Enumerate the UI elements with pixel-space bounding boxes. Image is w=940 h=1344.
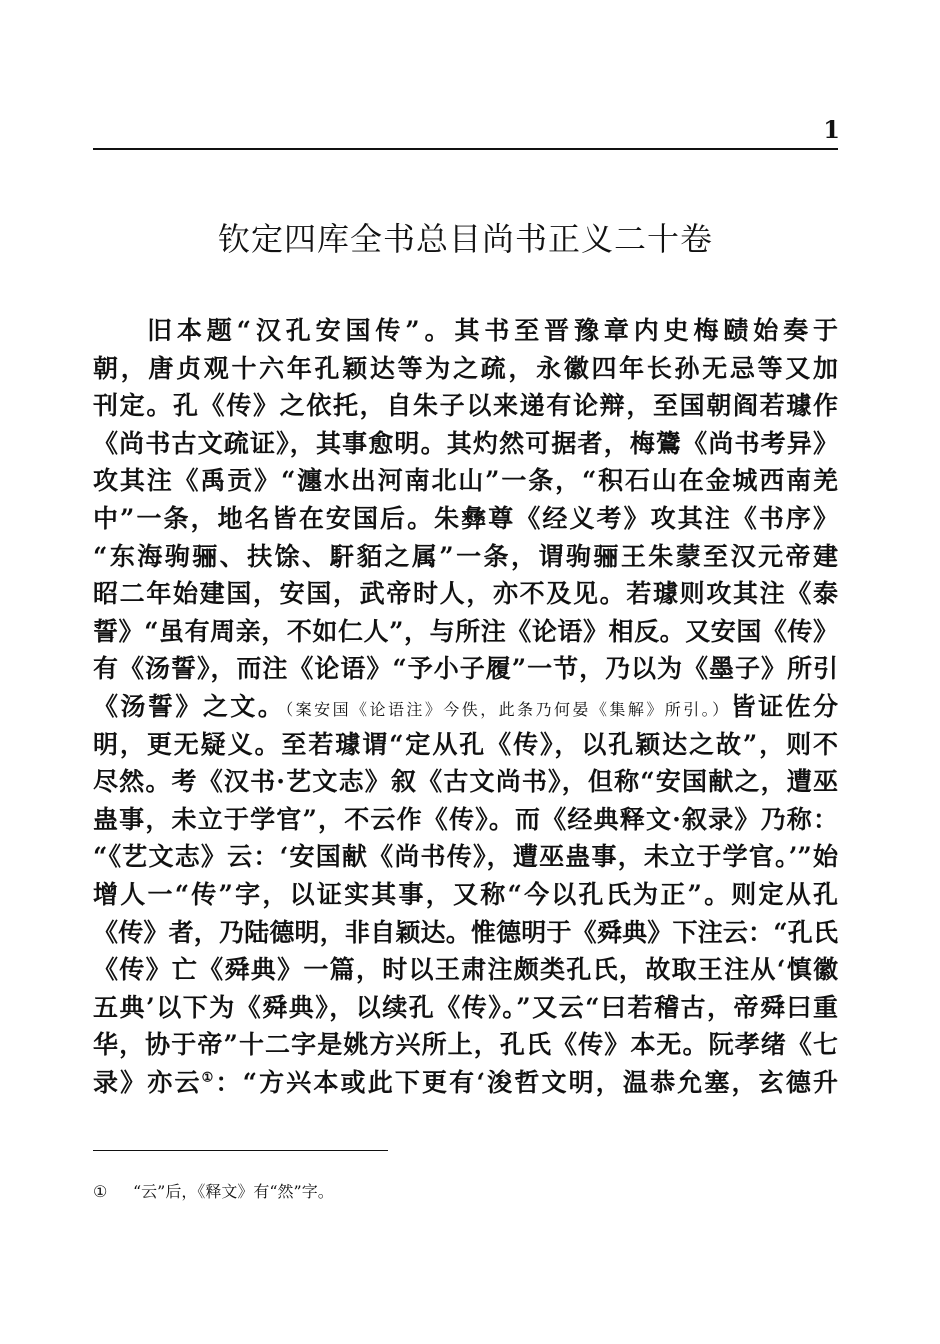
text-line: “《艺文志》云：‘安国献《尚书传》，遭巫蛊事，未立于学官。’”始 bbox=[93, 842, 838, 872]
text-line: 《传》者，乃陆德明，非自颖达。惟德明于《舜典》下注云：“孔氏 bbox=[93, 917, 838, 947]
footnote-marker: ① bbox=[93, 1182, 108, 1201]
page-title: 钦定四库全书总目尚书正义二十卷 bbox=[217, 220, 713, 258]
text-line: 明，更无疑义。至若璩谓“定从孔《传》，以孔颖达之故”，则不 bbox=[93, 729, 838, 759]
text-segment: ：“方兴本或此下更有‘浚哲文明，温恭允塞，玄德升 bbox=[215, 1067, 838, 1097]
text-line: 刊定。孔《传》之依托，自朱子以来递有论辩，至国朝阎若璩作 bbox=[93, 391, 838, 421]
text-line: 攻其注《禹贡》“瀍水出河南北山”一条，“积石山在金城西南羌 bbox=[93, 466, 838, 496]
text-line: 蛊事，未立于学官”，不云作《传》。而《经典释文·叙录》乃称： bbox=[93, 804, 838, 834]
text-line: 旧本题“汉孔安国传”。其书至晋豫章内史梅赜始奏于 bbox=[147, 316, 838, 345]
text-line: 尽然。考《汉书·艺文志》叙《古文尚书》，但称“安国献之，遭巫 bbox=[93, 767, 838, 797]
text-line: 昭二年始建国，安国，武帝时人，亦不及见。若璩则攻其注《泰 bbox=[93, 579, 838, 609]
text-line: 《传》亡《舜典》一篇，时以王肃注颇类孔氏，故取王注从‘慎徽 bbox=[93, 955, 838, 985]
footnote-rule bbox=[93, 1150, 388, 1151]
body-text bbox=[93, 312, 838, 1132]
text-segment: 录》亦云 bbox=[93, 1067, 202, 1097]
text-line: 华，协于帝”十二字是姚方兴所上，孔氏《传》本无。阮孝绪《七 bbox=[93, 1030, 838, 1060]
inline-annotation: （案安国《论语注》今佚，此条乃何晏《集解》所引。） bbox=[285, 699, 731, 719]
text-segment: 《汤誓》之文。 bbox=[93, 691, 286, 721]
footnote-reference: ① bbox=[201, 1070, 216, 1086]
text-line: “东海驹骊、扶馀、馯貊之属”一条，谓驹骊王朱蒙至汉元帝建 bbox=[93, 541, 838, 571]
footnote-text: “云”后，《释文》有“然”字。 bbox=[133, 1182, 334, 1201]
text-line: 《尚书古文疏证》，其事愈明。其灼然可据者，梅鷟《尚书考异》 bbox=[93, 428, 838, 458]
text-line-with-note bbox=[93, 688, 838, 726]
text-line: 朝，唐贞观十六年孔颖达等为之疏，永徽四年长孙无忌等又加 bbox=[93, 353, 838, 383]
text-line: 中”一条，地名皆在安国后。朱彝尊《经义考》攻其注《书序》 bbox=[93, 503, 838, 533]
text-line-with-footnote-mark bbox=[93, 1064, 838, 1102]
text-line: 有《汤誓》，而注《论语》“予小子履”一节，乃以为《墨子》所引 bbox=[93, 654, 838, 684]
page-number: 1 bbox=[823, 115, 840, 144]
text-line: 增人一“传”字，以证实其事，又称“今以孔氏为正”。则定从孔 bbox=[93, 879, 838, 909]
footnote bbox=[93, 1178, 793, 1206]
text-line: 誓》“虽有周亲，不如仁人”，与所注《论语》相反。又安国《传》 bbox=[93, 616, 838, 646]
header-rule bbox=[93, 148, 838, 150]
text-segment: 皆证佐分 bbox=[730, 691, 838, 721]
text-line: 五典’以下为《舜典》，以续孔《传》。”又云“曰若稽古，帝舜曰重 bbox=[93, 992, 838, 1022]
